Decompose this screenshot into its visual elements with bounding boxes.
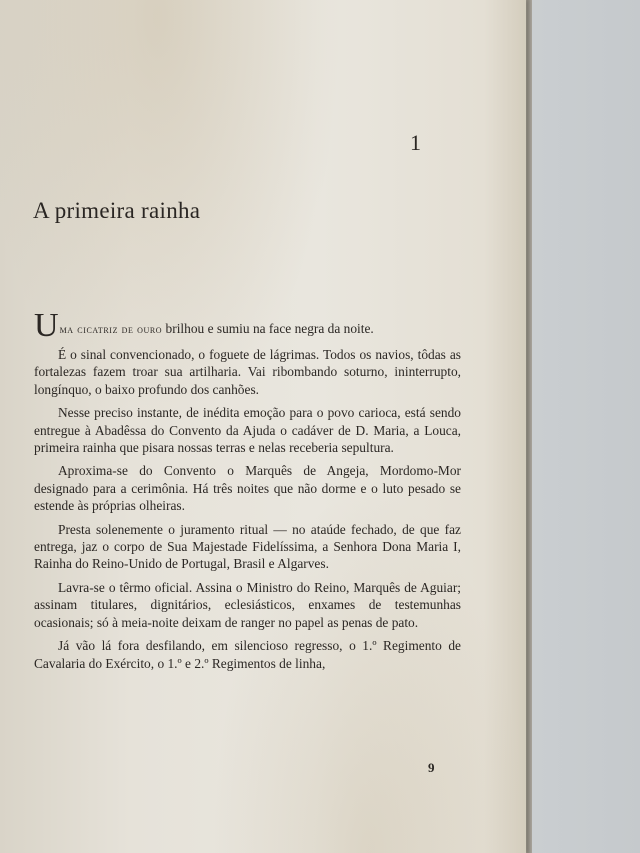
page-number: 9: [428, 760, 435, 775]
opening-paragraph: [34, 307, 461, 344]
chapter-body: [34, 307, 461, 678]
paragraph: Lavra-se o têrmo oficial. Assina o Ministro do Reino, Marquês de Aguiar; assinam titulares, dignitários, eclesiásticos, enxames de testemunhas ocasionais; só à meia-noite deixam de ranger no papel as penas de pato.: [34, 579, 461, 630]
paragraph: É o sinal convencionado, o foguete de lágrimas. Todos os navios, tôdas as fortalezas fazem troar sua artilharia. Vai ribombando soturno, ininterrupto, longínquo, o baixo profundo dos canhões.: [34, 347, 461, 397]
drop-cap: U: [34, 307, 59, 344]
paragraph: Nesse preciso instante, de inédita emoção para o povo carioca, está sendo entregue à Abadêssa do Convento da Ajuda o cadáver de D. Maria, a Louca, primeira rainha que pisara nossas terras e nelas receberia sepultura.: [34, 405, 461, 456]
opening-smallcaps: ma cicatriz de ouro: [59, 322, 163, 336]
chapter-title: A primeira rainha: [33, 198, 201, 223]
chapter-number: 1: [410, 130, 422, 155]
paragraph: Já vão lá fora desfilando, em silencioso regresso, o 1.º Regimento de Cavalaria do Exército, o 1.º e 2.º Regimentos de linha,: [34, 638, 461, 671]
opening-text: brilhou e sumiu na face negra da noite.: [162, 321, 374, 336]
paragraph: Aproxima-se do Convento o Marquês de Angeja, Mordomo-Mor designado para a cerimônia. Há três noites que não dorme e o luto pesado se estende às próprias olheiras.: [34, 463, 461, 514]
paragraph: Presta solenemente o juramento ritual — no ataúde fechado, de que faz entrega, jaz o corpo de Sua Majestade Fidelíssima, a Senhora Dona Maria I, Rainha do Reino-Unido de Portugal, Brasil e Algarves.: [34, 521, 461, 572]
